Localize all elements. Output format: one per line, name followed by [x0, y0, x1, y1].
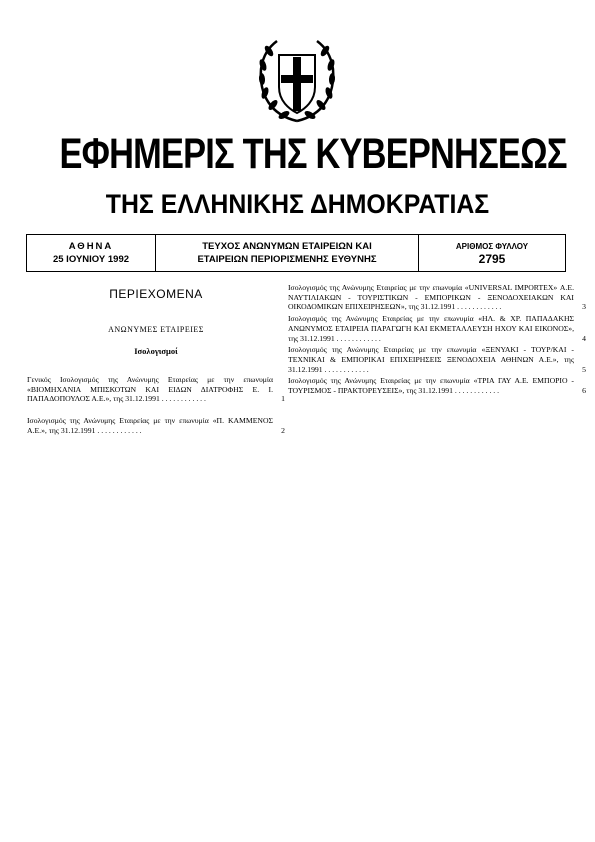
sheet-number: 2795	[478, 252, 506, 266]
toc-entry-text: Ισολογισμός της Ανώνυμης Εταιρείας με την επωνυμία «UNIVERSAL IMPORTEX» Α.Ε. ΝΑΥΤΙΛΙΑΚΩΝ - ΤΟΥΡΙΣΤΙΚΩΝ - ΕΜΠΟΡΙΚΩΝ - ΞΕΝΟΔΟΧΕΙΑΚΩΝ ΚΑΙ ΟΙΚΟΔΟΜΙΚΩΝ ΕΠΙΧΕΙΡΗΣΕΩΝ», της 31.12.1991 . . .	[288, 283, 574, 311]
newspaper-subtitle: ΤΗΣ ΕΛΛΗΝΙΚΗΣ ΔΗΜΟΚΡΑΤΙΑΣ	[105, 189, 490, 219]
issue-type-cell	[156, 235, 419, 271]
issue-info-box	[26, 234, 566, 272]
toc-entry	[27, 416, 285, 435]
greek-coat-of-arms-icon	[253, 35, 341, 127]
place-date-cell	[27, 235, 156, 271]
issue-date: 25 ΙΟΥΝΙΟΥ 1992	[52, 254, 130, 265]
issue-type-line-1: ΤΕΥΧΟΣ ΑΝΩΝΥΜΩΝ ΕΤΑΙΡΕΙΩΝ ΚΑΙ	[202, 241, 372, 252]
toc-entry	[288, 314, 586, 343]
toc-entry-page: 2	[281, 425, 285, 435]
contents-left-column	[27, 287, 285, 448]
toc-entry-page: 5	[582, 364, 586, 374]
contents-right-column	[288, 283, 586, 398]
toc-entry-page: 3	[582, 302, 586, 312]
toc-entry-text: Ισολογισμός της Ανώνυμης Εταιρείας με την επωνυμία «ΗΛ. & ΧΡ. ΠΑΠΑΔΑΚΗΣ ΑΝΩΝΥΜΟΣ ΕΤΑΙΡΕΙΑ ΠΑΡΑΓΩΓΗ ΚΑΙ ΕΚΜΕΤΑΛΛΕΥΣΗ ΗΧΟΥ ΚΑΙ ΕΙΚΟΝΟΣ», της 31.12.1991 . . .	[288, 314, 574, 342]
toc-entry	[288, 345, 586, 374]
toc-entry-page: 4	[582, 333, 586, 343]
city-label: ΑΘΗΝΑ	[68, 241, 114, 252]
contents-heading: ΠΕΡΙΕΧΟΜΕΝΑ	[109, 287, 203, 301]
sheet-number-label: ΑΡΙΘΜΟΣ ΦΥΛΛΟΥ	[455, 242, 529, 251]
toc-entry-text: Ισολογισμός της Ανώνυμης Εταιρείας με την επωνυμία «ΤΡΙΑ ΓΑΥ Α.Ε. ΕΜΠΟΡΙΟ - ΤΟΥΡΙΣΜΟΣ - ΠΡΑΚΤΟΡΕΥΣΕΙΣ», της 31.12.1991 . . .	[288, 376, 574, 395]
newspaper-title: ΕΦΗΜΕΡΙΣ ΤΗΣ ΚΥΒΕΡΝΗΣΕΩΣ	[59, 130, 567, 178]
toc-entry-text: Ισολογισμός της Ανώνυμης Εταιρείας με την επωνυμία «Π. ΚΑΜΜΕΝΟΣ Α.Ε.», της 31.12.1991 . . .	[27, 416, 273, 435]
toc-entry-page: 1	[281, 394, 285, 404]
sheet-number-cell	[419, 235, 565, 271]
toc-entry-text: Γενικός Ισολογισμός της Ανώνυμης Εταιρείας με την επωνυμία «ΒΙΟΜΗΧΑΝΙΑ ΜΠΙΣΚΟΤΩΝ ΚΑΙ ΕΙΔΩΝ ΔΙΑΤΡΟΦΗΣ Ε. Ι. ΠΑΠΑΔΟΠΟΥΛΟΣ Α.Ε.», της 31.12.1991 . . .	[27, 375, 273, 403]
section-title: ΑΝΩΝΥΜΕΣ ΕΤΑΙΡΕΙΕΣ	[108, 325, 204, 334]
toc-entry-text: Ισολογισμός της Ανώνυμης Εταιρείας με την επωνυμία «ΞΕΝΥΑΚΙ - ΤΟΥΡ/ΚΑΙ - ΤΕΧΝΙΚΑΙ & ΕΜΠΟΡΙΚΑΙ ΕΠΙΧΕΙΡΗΣΕΙΣ ΞΕΝΟΔΟΧΕΙΑ ΑΘΗΝΩΝ Α.Ε.», της 31.12.1991 . . .	[288, 345, 574, 373]
subsection-title: Ισολογισμοί	[134, 346, 178, 356]
toc-entry-page: 6	[582, 386, 586, 396]
issue-type-line-2: ΕΤΑΙΡΕΙΩΝ ΠΕΡΙΟΡΙΣΜΕΝΗΣ ΕΥΘΥΝΗΣ	[197, 254, 377, 265]
toc-entry	[288, 283, 586, 312]
toc-entry	[288, 376, 586, 395]
toc-entry	[27, 375, 285, 404]
